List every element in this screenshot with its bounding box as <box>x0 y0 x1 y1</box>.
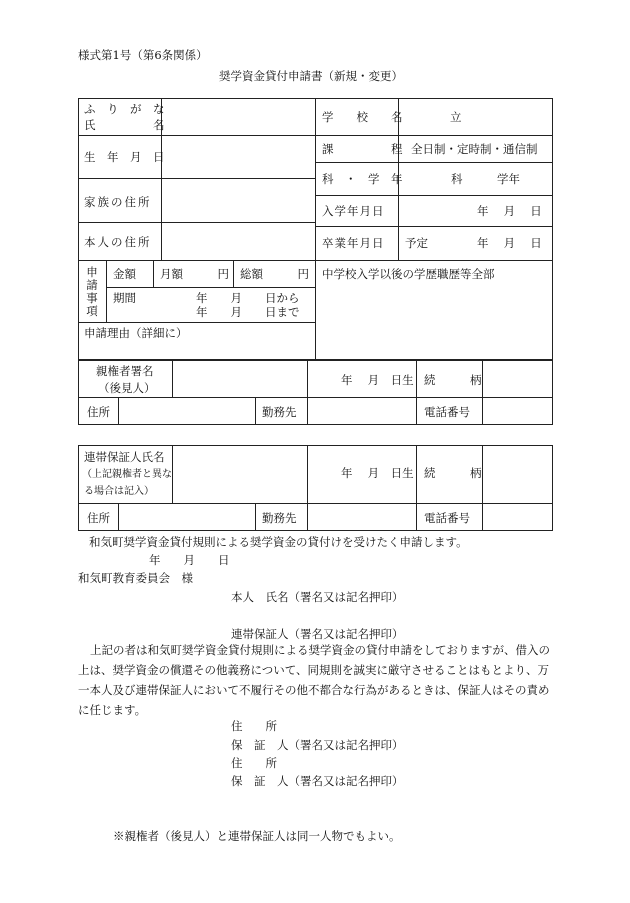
guarantor-signature-2: 保 証 人（署名又は記名押印） <box>231 774 404 788</box>
enrollment-date-value: 年 月 日 <box>477 204 542 218</box>
own-address-label: 本人の住所 <box>84 235 152 249</box>
guardian-sub-label: （後見人） <box>98 381 156 395</box>
department-grade-value: 科 学年 <box>451 172 520 186</box>
course-label: 課 程 <box>322 142 403 156</box>
school-name-value: 立 <box>450 110 462 124</box>
request-statement: 和気町奨学資金貸付規則による奨学資金の貸付けを受けたく申請します。 <box>89 535 468 549</box>
applicant-signature: 本人 氏名（署名又は記名押印） <box>231 590 404 604</box>
name-label: 氏 名 <box>84 118 165 132</box>
graduation-prefix: 予定 <box>405 236 428 250</box>
guarantor-signature-1: 保 証 人（署名又は記名押印） <box>231 738 404 752</box>
guardian-sign-label: 親権者署名 <box>96 364 154 378</box>
enrollment-date-label: 入学年月日 <box>322 204 385 218</box>
guarantee-paragraph: 上記の者は和気町奨学資金貸付規則による奨学資金の貸付申請をしておりますが、借入の上は、奨学資金の償還その他義務について、同規則を誠実に厳守させることはもとより、万一本人及び連帯保証人において不履行その他不都合な行為があるときは、保証人はその責めに任じます。 <box>78 643 550 717</box>
guardian-birth-date: 年 月 日生 <box>341 373 414 387</box>
guardian-workplace-label: 勤務先 <box>262 405 297 419</box>
guarantor-heading: 連帯保証人（署名又は記名押印） <box>231 627 404 641</box>
school-name-label: 学 校 名 <box>322 110 403 124</box>
family-address-label: 家族の住所 <box>84 195 152 209</box>
amount-label: 金額 <box>113 267 136 281</box>
guarantor-workplace-label: 勤務先 <box>262 511 297 525</box>
guarantor-note-1: （上記親権者と異な <box>82 469 172 480</box>
birth-date-label: 生 年 月 日 <box>84 150 165 164</box>
guarantor-address-2: 住 所 <box>231 756 277 770</box>
period-label: 期間 <box>113 291 136 305</box>
monthly-amount-label: 月額 円 <box>160 267 229 281</box>
period-from: 年 月 日から <box>196 291 300 305</box>
request-date: 年 月 日 <box>149 553 230 567</box>
education-history-label: 中学校入学以後の学歴職歴等全部 <box>322 267 495 281</box>
form-title: 奨学資金貸付申請書（新規・変更） <box>219 69 403 83</box>
graduation-date-label: 卒業年月日 <box>322 236 385 250</box>
guarantor-address-label: 住所 <box>87 511 110 525</box>
footnote: ※親権者（後見人）と連帯保証人は同一人物でもよい。 <box>113 829 401 843</box>
period-to: 年 月 日まで <box>196 305 300 319</box>
furigana-label: ふ り が な <box>84 102 165 116</box>
guardian-address-label: 住所 <box>87 405 110 419</box>
guarantor-note-2: る場合は記入） <box>84 486 154 497</box>
application-items-label: 申請事項 <box>86 265 98 318</box>
guarantor-address-1: 住 所 <box>231 719 277 733</box>
guarantor-name-label: 連帯保証人氏名 <box>84 450 165 464</box>
guardian-phone-label: 電話番号 <box>424 405 470 419</box>
guarantor-phone-label: 電話番号 <box>424 511 470 525</box>
guarantor-birth-date: 年 月 日生 <box>341 466 414 480</box>
guardian-relation-label: 続 柄 <box>424 373 482 387</box>
addressee: 和気町教育委員会 様 <box>78 571 193 585</box>
guarantor-relation-label: 続 柄 <box>424 466 482 480</box>
department-grade-label: 科 ・ 学 年 <box>322 172 403 186</box>
total-amount-label: 総額 円 <box>240 267 309 281</box>
graduation-date-value: 年 月 日 <box>477 236 542 250</box>
course-options: 全日制・定時制・通信制 <box>411 142 538 156</box>
table-divider <box>315 98 316 360</box>
application-reason-label: 申請理由（詳細に） <box>84 326 188 340</box>
form-number: 様式第1号（第6条関係） <box>78 48 208 62</box>
